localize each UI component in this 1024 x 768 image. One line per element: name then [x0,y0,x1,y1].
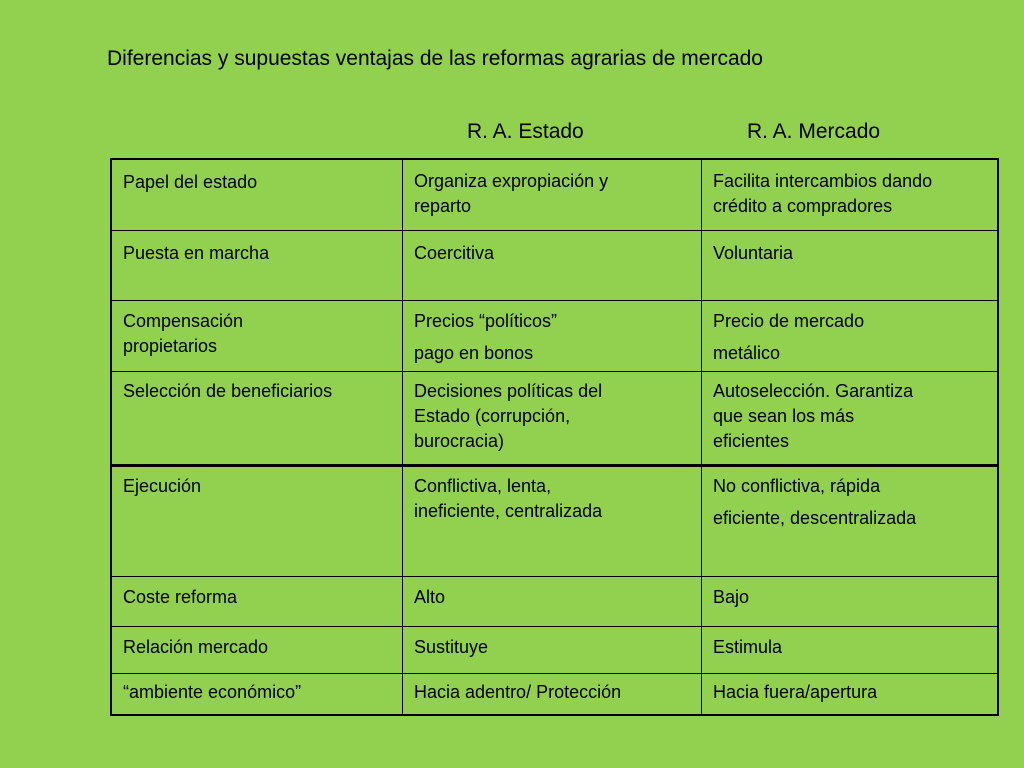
cell-text: Sustituye [414,637,489,657]
row-label-cell [112,627,403,673]
cell-text: Puesta en marcha [123,243,270,263]
table-row [112,160,997,231]
cell-text: ineficiente, centralizada [414,501,603,521]
cell-text: Estimula [713,637,783,657]
cell-text: Coercitiva [414,243,495,263]
mercado-cell [702,577,997,626]
slide-title: Diferencias y supuestas ventajas de las reformas agrarias de mercado [107,47,763,70]
cell-text: crédito a compradores [713,196,893,216]
table-row [112,372,997,467]
cell-text: propietarios [123,336,218,356]
column-header-estado: R. A. Estado [467,120,584,143]
mercado-cell [702,627,997,673]
cell-text: Relación mercado [123,637,269,657]
table-row [112,467,997,577]
table-row [112,577,997,627]
cell-text: Compensación [123,311,244,331]
cell-text: que sean los más [713,406,855,426]
mercado-cell [702,301,997,371]
cell-text: Facilita intercambios dando [713,171,933,191]
estado-cell [403,674,702,714]
cell-text: Hacia fuera/apertura [713,682,878,702]
estado-cell [403,231,702,300]
cell-text: Hacia adentro/ Protección [414,682,622,702]
cell-text: No conflictiva, rápida [713,476,881,496]
mercado-cell [702,674,997,714]
cell-text: Bajo [713,587,750,607]
cell-text: eficientes [713,431,790,451]
cell-text: pago en bonos [414,343,534,363]
table-row [112,674,997,714]
row-label-cell [112,674,403,714]
cell-text: Ejecución [123,476,202,496]
estado-cell [403,372,702,464]
cell-text: metálico [713,343,781,363]
estado-cell [403,467,702,576]
cell-text: Autoselección. Garantiza [713,381,914,401]
cell-text: Selección de beneficiarios [123,381,333,401]
estado-cell [403,577,702,626]
estado-cell [403,301,702,371]
cell-text: Coste reforma [123,587,238,607]
row-label-cell [112,467,403,576]
mercado-cell [702,467,997,576]
mercado-cell [702,372,997,464]
table-row [112,301,997,372]
cell-text: Voluntaria [713,243,794,263]
table-row [112,627,997,674]
row-label-cell [112,577,403,626]
mercado-cell [702,160,997,230]
estado-cell [403,160,702,230]
cell-text: “ambiente económico” [123,682,302,702]
cell-text: burocracia) [414,431,505,451]
cell-text: Papel del estado [123,172,258,192]
row-label-cell [112,231,403,300]
cell-text: Organiza expropiación y [414,171,609,191]
column-header-mercado: R. A. Mercado [747,120,881,143]
mercado-cell [702,231,997,300]
estado-cell [403,627,702,673]
cell-text: Precios “políticos” [414,311,558,331]
comparison-table [110,158,999,716]
cell-text: reparto [414,196,472,216]
table-row [112,231,997,301]
cell-text: Decisiones políticas del [414,381,603,401]
row-label-cell [112,372,403,464]
cell-text: Estado (corrupción, [414,406,571,426]
cell-text: eficiente, descentralizada [713,508,917,528]
cell-text: Precio de mercado [713,311,865,331]
row-label-cell [112,301,403,371]
row-label-cell [112,160,403,230]
cell-text: Conflictiva, lenta, [414,476,552,496]
cell-text: Alto [414,587,446,607]
